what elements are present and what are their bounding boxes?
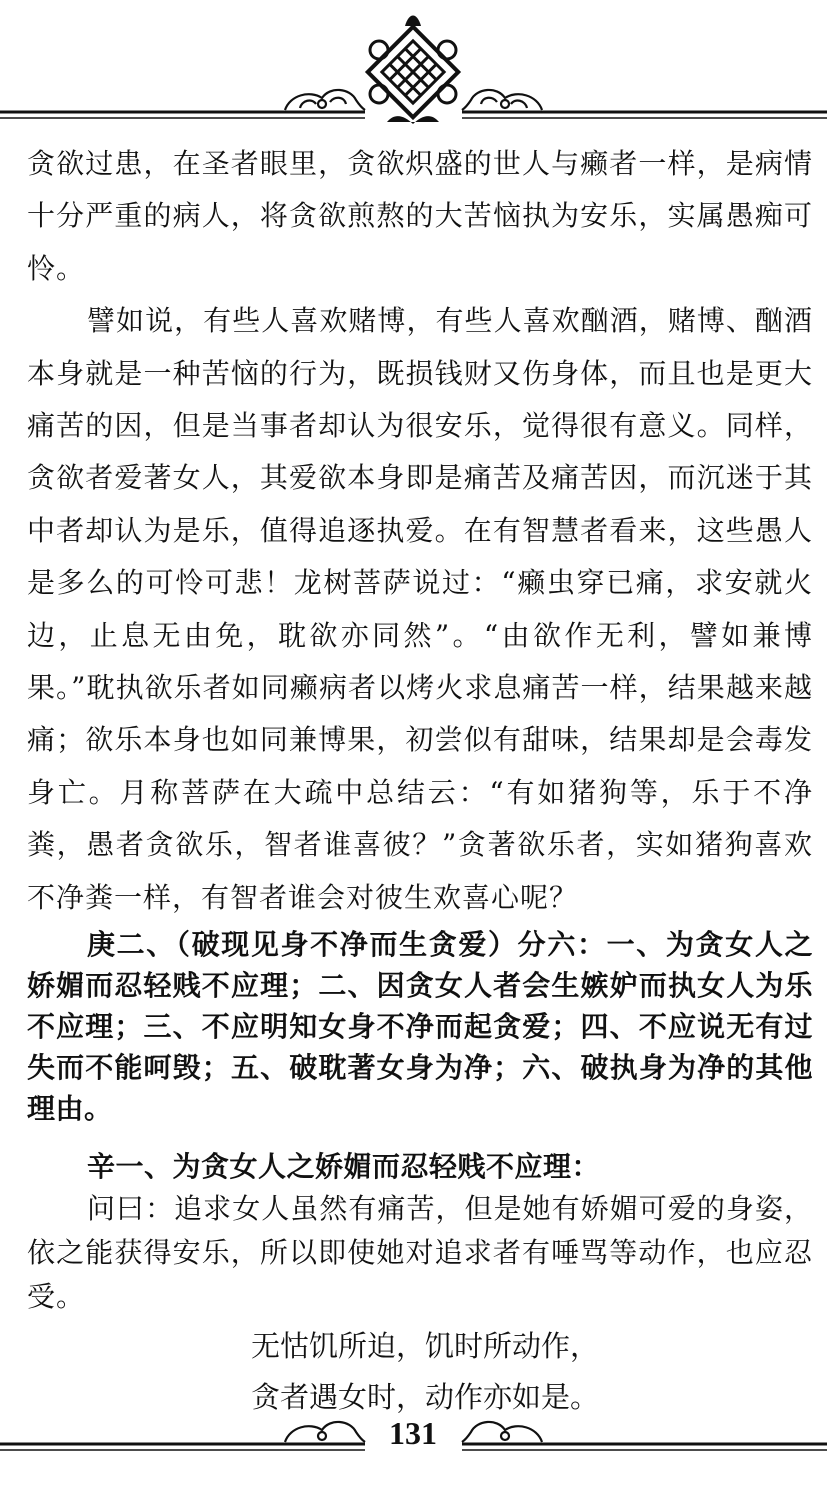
verse-line: 无怙饥所迫，饥时所动作， — [250, 1329, 599, 1364]
question-paragraph: 问曰：追求女人虽然有痛苦，但是她有娇媚可爱的身姿，依之能获得安乐，所以即使她对追求者有唾骂等动作，也应忍受。 — [27, 1192, 813, 1314]
cloud-scroll-left-icon — [285, 90, 365, 110]
header-rule-left — [0, 112, 365, 118]
footer-cloud-right-icon — [462, 1422, 542, 1442]
footer-rule-left — [0, 1444, 365, 1450]
page-content — [27, 138, 813, 1421]
body-paragraph: 譬如说，有些人喜欢赌博，有些人喜欢酗酒，赌博、酗酒本身就是一种苦恼的行为，既损钱财又伤身体，而且也是更大痛苦的因，但是当事者却认为很安乐，觉得很有意义。同样，贪欲者爱著女人，其爱欲本身即是痛苦及痛苦因，而沉迷于其中者却认为是乐，值得追逐执爱。在有智慧者看来，这些愚人是多么的可怜可悲！龙树菩萨说过：“癞虫穿已痛，求安就火边，止息无由免，耽欲亦同然”。“由欲作无利，譬如兼博果。”耽执欲乐者如同癞病者以烤火求息痛苦一样，结果越来越痛；欲乐本身也如同兼博果，初尝似有甜味，结果却是会毒发身亡。月称菩萨在大疏中总结云：“有如猪狗等，乐于不净粪，愚者贪欲乐，智者谁喜彼？”贪著欲乐者，实如猪狗喜欢不净粪一样，有智者谁会对彼生欢喜心呢？ — [27, 304, 813, 914]
verse-line: 贪者遇女时，动作亦如是。 — [250, 1380, 599, 1415]
footer-rule-right — [462, 1444, 827, 1450]
subsection-heading: 辛一、为贪女人之娇媚而忍轻贱不应理： — [87, 1150, 601, 1184]
header-rule-right — [462, 112, 827, 118]
body-paragraph: 贪欲过患，在圣者眼里，贪欲炽盛的世人与癞者一样，是病情十分严重的病人，将贪欲煎熬的大苦恼执为安乐，实属愚痴可怜。 — [27, 147, 813, 285]
endless-knot-icon — [368, 16, 459, 125]
page-number: 131 — [389, 1415, 437, 1451]
cloud-scroll-right-icon — [462, 90, 542, 110]
section-heading: 庚二、（破现见身不净而生贪爱）分六：一、为贪女人之娇媚而忍轻贱不应理；二、因贪女人者会生嫉妒而执女人为乐不应理；三、不应明知女身不净而起贪爱；四、不应说无有过失而不能呵毁；五、破耽著女身为净；六、破执身为净的其他理由。 — [27, 928, 813, 1126]
footer-cloud-left-icon — [285, 1422, 365, 1442]
header-ornament — [0, 0, 827, 140]
